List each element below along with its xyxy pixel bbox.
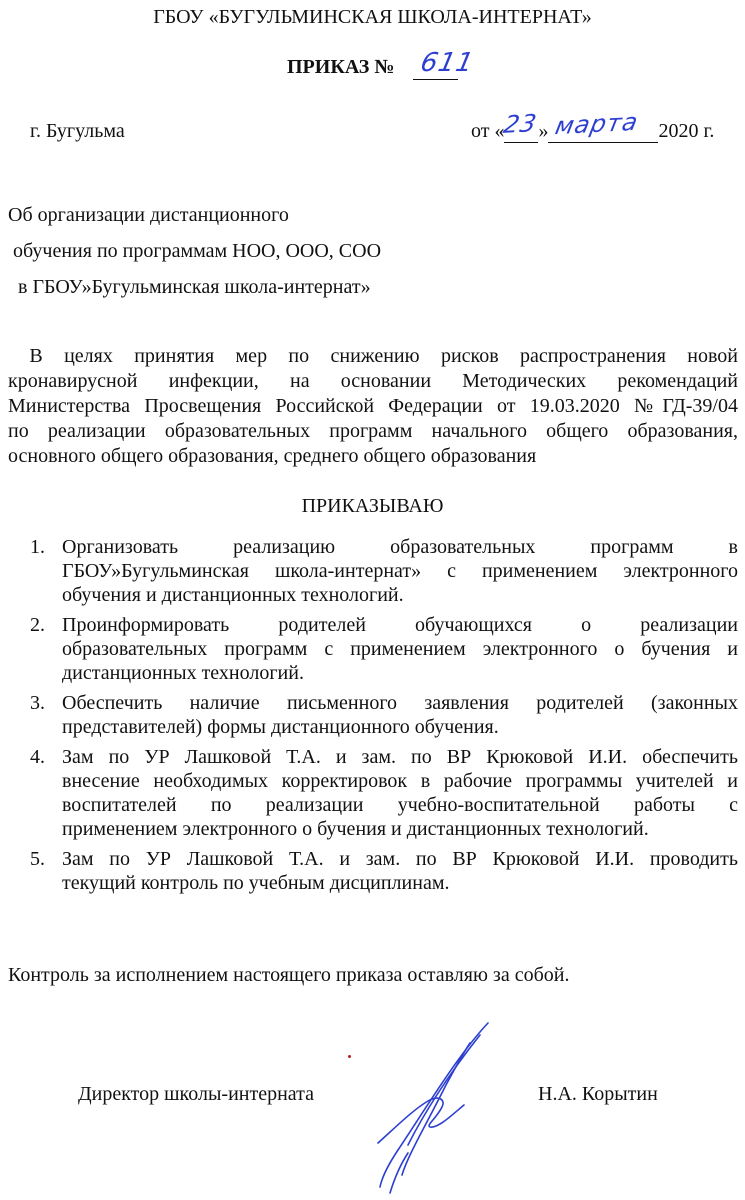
order-title: ПРИКАЗ № xyxy=(287,56,395,78)
subject-line: Об организации дистанционного xyxy=(8,204,289,226)
preamble-line: В целях принятия мер по снижению рисков распространения новой xyxy=(8,345,738,367)
item-line: представителей) формы дистанционного обучения. xyxy=(62,716,499,738)
preamble-paragraph xyxy=(8,344,738,469)
item-line: текущий контроль по учебным дисциплинам. xyxy=(62,872,450,894)
list-item xyxy=(30,745,738,841)
item-line: Зам по УР Лашковой Т.А. и зам. по ВР Крюковой И.И. проводить xyxy=(62,848,738,870)
preamble-line: основного общего образования, среднего общего образования xyxy=(8,445,537,467)
list-item xyxy=(30,847,738,895)
order-subject xyxy=(8,197,381,305)
list-item xyxy=(30,691,738,739)
signature-image xyxy=(368,1015,508,1200)
list-item xyxy=(30,535,738,607)
item-line: Организовать реализацию образовательных программ в xyxy=(62,536,738,558)
order-number-handwritten: 611 xyxy=(417,48,477,78)
preamble-line: кронавирусной инфекции, на основании Методических рекомендаций xyxy=(8,370,738,392)
ink-dot xyxy=(348,1055,351,1058)
preamble-line: по реализации образовательных программ начального общего образования, xyxy=(8,420,738,442)
order-items-list xyxy=(30,535,738,901)
date-day-blank xyxy=(501,109,540,143)
item-line: воспитателей по реализации учебно-воспитательной работы с xyxy=(62,794,738,816)
item-line: ГБОУ»Бугульминская школа-интернат» с применением электронного xyxy=(62,560,738,582)
subject-line: обучения по программам НОО, ООО, СОО xyxy=(8,240,382,262)
list-item xyxy=(30,613,738,685)
date-suffix: 2020 г. xyxy=(658,120,715,142)
item-line: образовательных программ с применением электронного о бучения и xyxy=(62,638,738,660)
item-line: дистанционных технологий. xyxy=(62,662,304,684)
item-number: 2. xyxy=(30,614,45,636)
director-position: Директор школы-интерната xyxy=(78,1083,315,1105)
organization-title: ГБОУ «БУГУЛЬМИНСКАЯ ШКОЛА-ИНТЕРНАТ» xyxy=(153,6,592,28)
director-name: Н.А. Корытин xyxy=(538,1083,658,1105)
date-prefix: от « xyxy=(471,120,505,142)
item-number: 3. xyxy=(30,692,45,714)
item-line: обучения и дистанционных технологий. xyxy=(62,584,404,606)
item-line: внесение необходимых корректировок в рабочие программы учителей и xyxy=(62,770,738,792)
item-line: применением электронного о бучения и дистанционных технологий. xyxy=(62,818,649,840)
date-close-quote: » xyxy=(538,120,549,142)
item-line: Проинформировать родителей обучающихся о реализации xyxy=(62,614,738,636)
city: г. Бугульма xyxy=(30,120,125,142)
date-month-blank xyxy=(548,107,658,143)
subject-line: в ГБОУ»Бугульминская школа-интернат» xyxy=(8,276,371,298)
date-month-handwritten: марта xyxy=(553,107,642,141)
item-number: 1. xyxy=(30,536,45,558)
item-line: Обеспечить наличие письменного заявления родителей (законных xyxy=(62,692,738,714)
item-line: Зам по УР Лашковой Т.А. и зам. по ВР Крюковой И.И. обеспечить xyxy=(62,746,738,768)
ordering-heading: ПРИКАЗЫВАЮ xyxy=(301,495,444,517)
item-number: 5. xyxy=(30,848,45,870)
date-day-handwritten: 23 xyxy=(501,109,540,139)
control-statement: Контроль за исполнением настоящего приказа оставляю за собой. xyxy=(8,964,570,986)
item-number: 4. xyxy=(30,746,45,768)
preamble-line: Министерства Просвещения Российской Федерации от 19.03.2020 №ГД-39/04 xyxy=(8,395,738,417)
order-date xyxy=(471,107,715,143)
